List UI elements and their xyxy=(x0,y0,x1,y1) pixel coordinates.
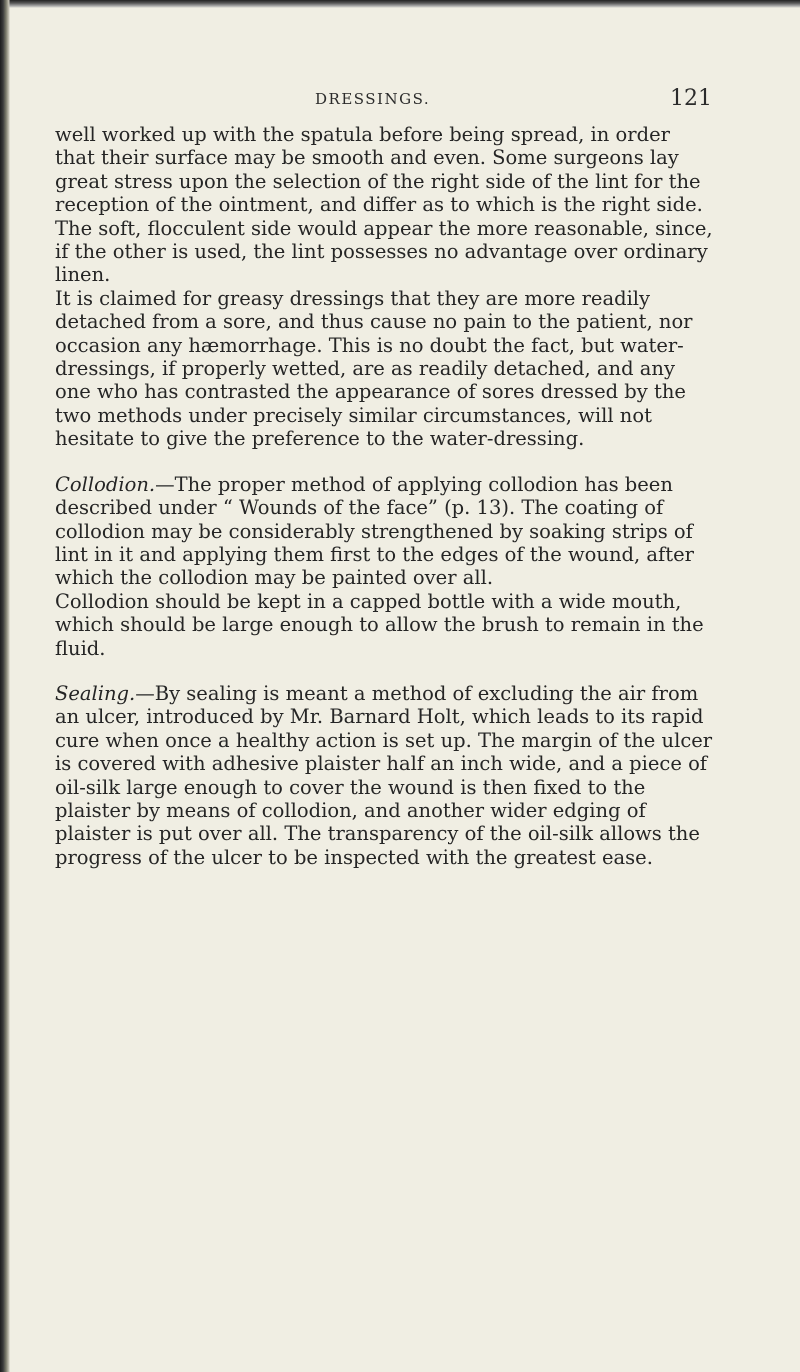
paragraph-text: —By sealing is meant a method of excluding the air from an ulcer, introduced by Mr. Barnard Holt, which leads to its rapid cure when once a healthy action is set up. The margin of the ulcer is covered with adhesive plaister half an inch wide, and a piece of oil-silk large enough to cover the wound is then fixed to the plaister by means of collodion, and another wider edging of plaister is put over all. The transparency of the oil-silk allows the progress of the ulcer to be inspected with the greatest ease. xyxy=(55,681,713,869)
section-heading-sealing: Sealing. xyxy=(55,681,136,705)
paragraph-text: —The proper method of applying collodion has been described under “ Wounds of the face” (p. 13). The coating of collodion may be considerably strengthened by soaking strips of lint in it and applying them first to the edges of the wound, after which the collodion may be painted over all. xyxy=(55,472,694,590)
body-text xyxy=(55,123,715,869)
paragraph-text: well worked up with the spatula before being spread, in order that their surface may be smooth and even. Some surgeons lay great stress upon the selection of the right side of the lint for the reception of the ointment, and differ as to which is the right side. The soft, flocculent side would appear the more reasonable, since, if the other is used, the lint possesses no advantage over ordinary linen. xyxy=(55,123,713,287)
paragraph-text: It is claimed for greasy dressings that they are more readily detached from a sore, and thus cause no pain to the patient, nor occasion any hæmorrhage. This is no doubt the fact, but water-dressings, if properly wetted, are as readily detached, and any one who has contrasted the appearance of sores dressed by the two methods under precisely similar circumstances, will not hesitate to give the preference to the water-dressing. xyxy=(55,286,693,451)
paragraph-collodion-storage xyxy=(55,590,715,660)
page-number: 121 xyxy=(670,86,712,111)
paragraph-collodion xyxy=(55,473,715,590)
paragraph-lint-side xyxy=(55,123,715,287)
section-heading-collodion: Collodion. xyxy=(55,472,156,496)
paragraph-greasy-dressings xyxy=(55,287,715,451)
page-binding-edge xyxy=(0,0,10,1372)
running-title: DRESSINGS. xyxy=(315,90,431,108)
paragraph-sealing xyxy=(55,682,715,869)
page-top-shadow xyxy=(0,0,800,8)
running-head xyxy=(60,86,712,116)
paragraph-text: Collodion should be kept in a capped bottle with a wide mouth, which should be large enough to allow the brush to remain in the fluid. xyxy=(55,589,704,660)
